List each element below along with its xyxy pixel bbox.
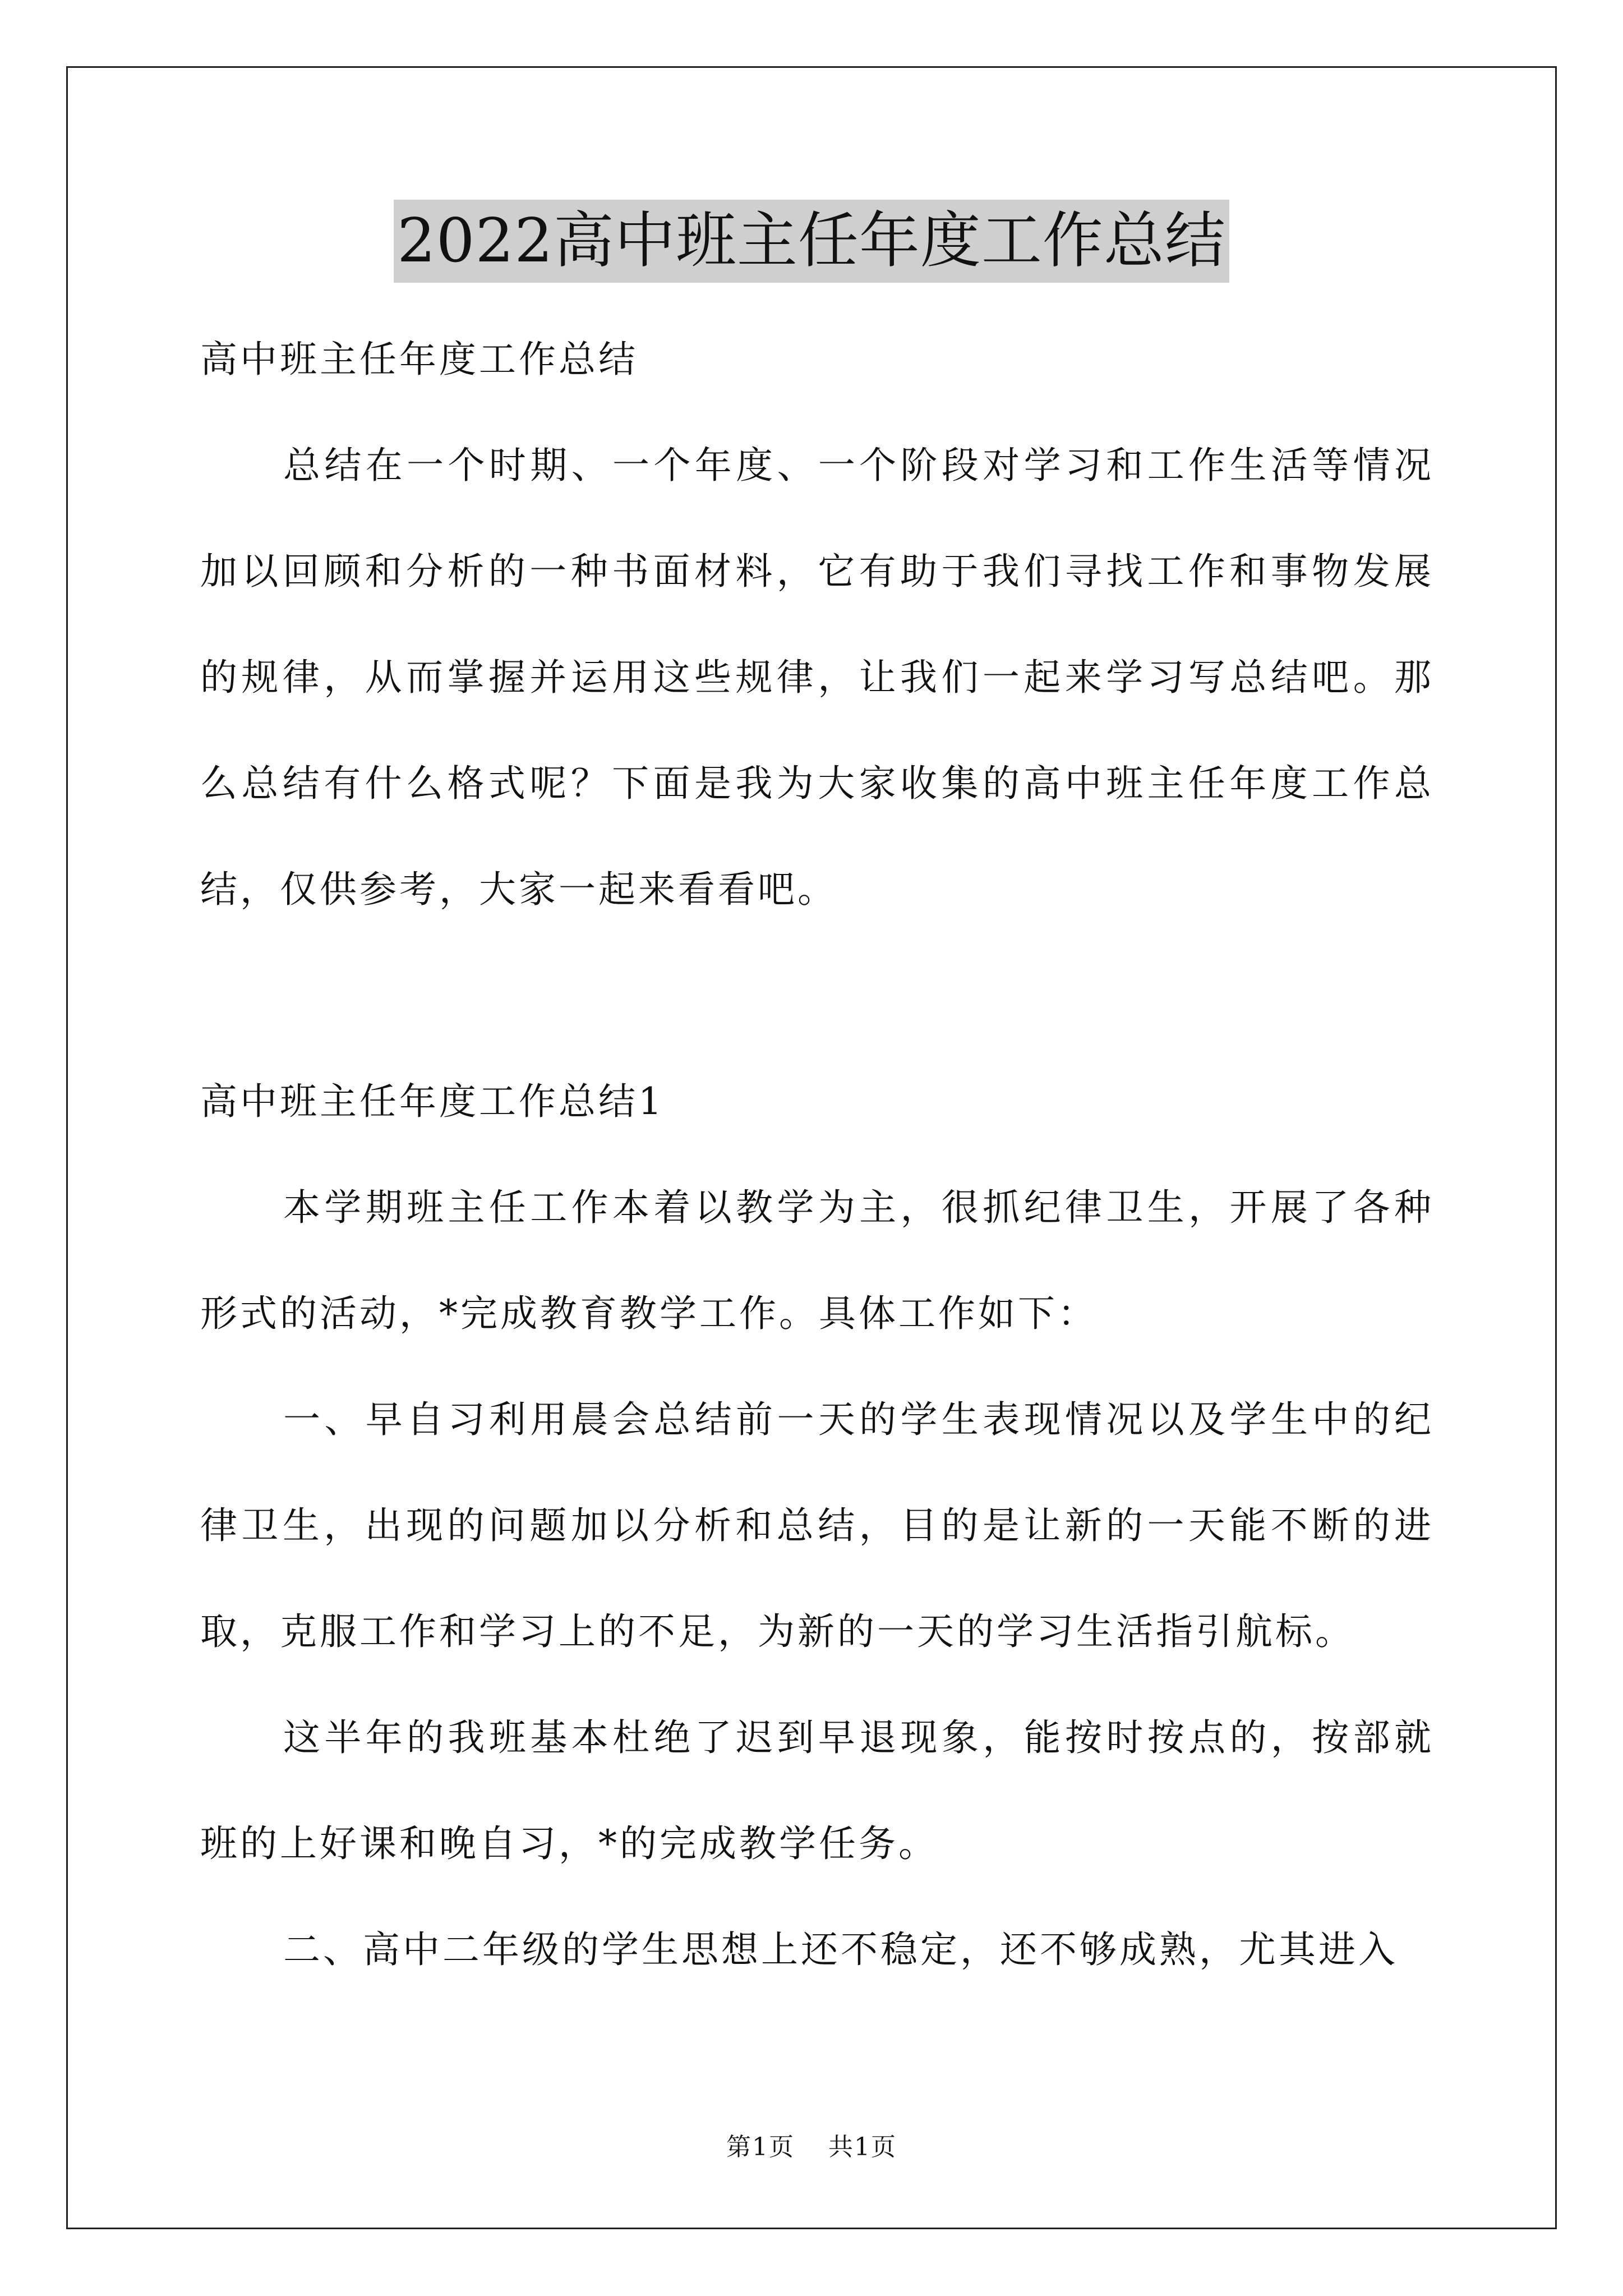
document-body	[200, 306, 1434, 2003]
paragraph: 这半年的我班基本杜绝了迟到早退现象，能按时按点的，按部就班的上好课和晚自习，*的完成教学任务。	[200, 1716, 1434, 1865]
page-number: 第1页	[726, 2133, 795, 2161]
title-container	[0, 200, 1623, 283]
blank-line	[200, 942, 1434, 1048]
paragraph: 本学期班主任工作本着以教学为主，很抓纪律卫生，开展了各种形式的活动，*完成教育教学工作。具体工作如下：	[200, 1186, 1434, 1335]
page-footer	[0, 2131, 1623, 2164]
page-total: 共1页	[828, 2133, 897, 2161]
paragraph: 一、早自习利用晨会总结前一天的学生表现情况以及学生中的纪律卫生，出现的问题加以分析和总结，目的是让新的一天能不断的进取，克服工作和学习上的不足，为新的一天的学习生活指引航标。	[200, 1398, 1434, 1653]
document-title: 2022高中班主任年度工作总结	[394, 200, 1229, 283]
document-subtitle: 高中班主任年度工作总结	[200, 338, 638, 381]
paragraph: 二、高中二年级的学生思想上还不稳定，还不够成熟，尤其进入	[283, 1928, 1398, 1971]
intro-paragraph: 总结在一个时期、一个年度、一个阶段对学习和工作生活等情况加以回顾和分析的一种书面材料，它有助于我们寻找工作和事物发展的规律，从而掌握并运用这些规律，让我们一起来学习写总结吧。那么总结有什么格式呢？下面是我为大家收集的高中班主任年度工作总结，仅供参考，大家一起来看看吧。	[200, 444, 1434, 911]
section-heading: 高中班主任年度工作总结1	[200, 1080, 665, 1123]
